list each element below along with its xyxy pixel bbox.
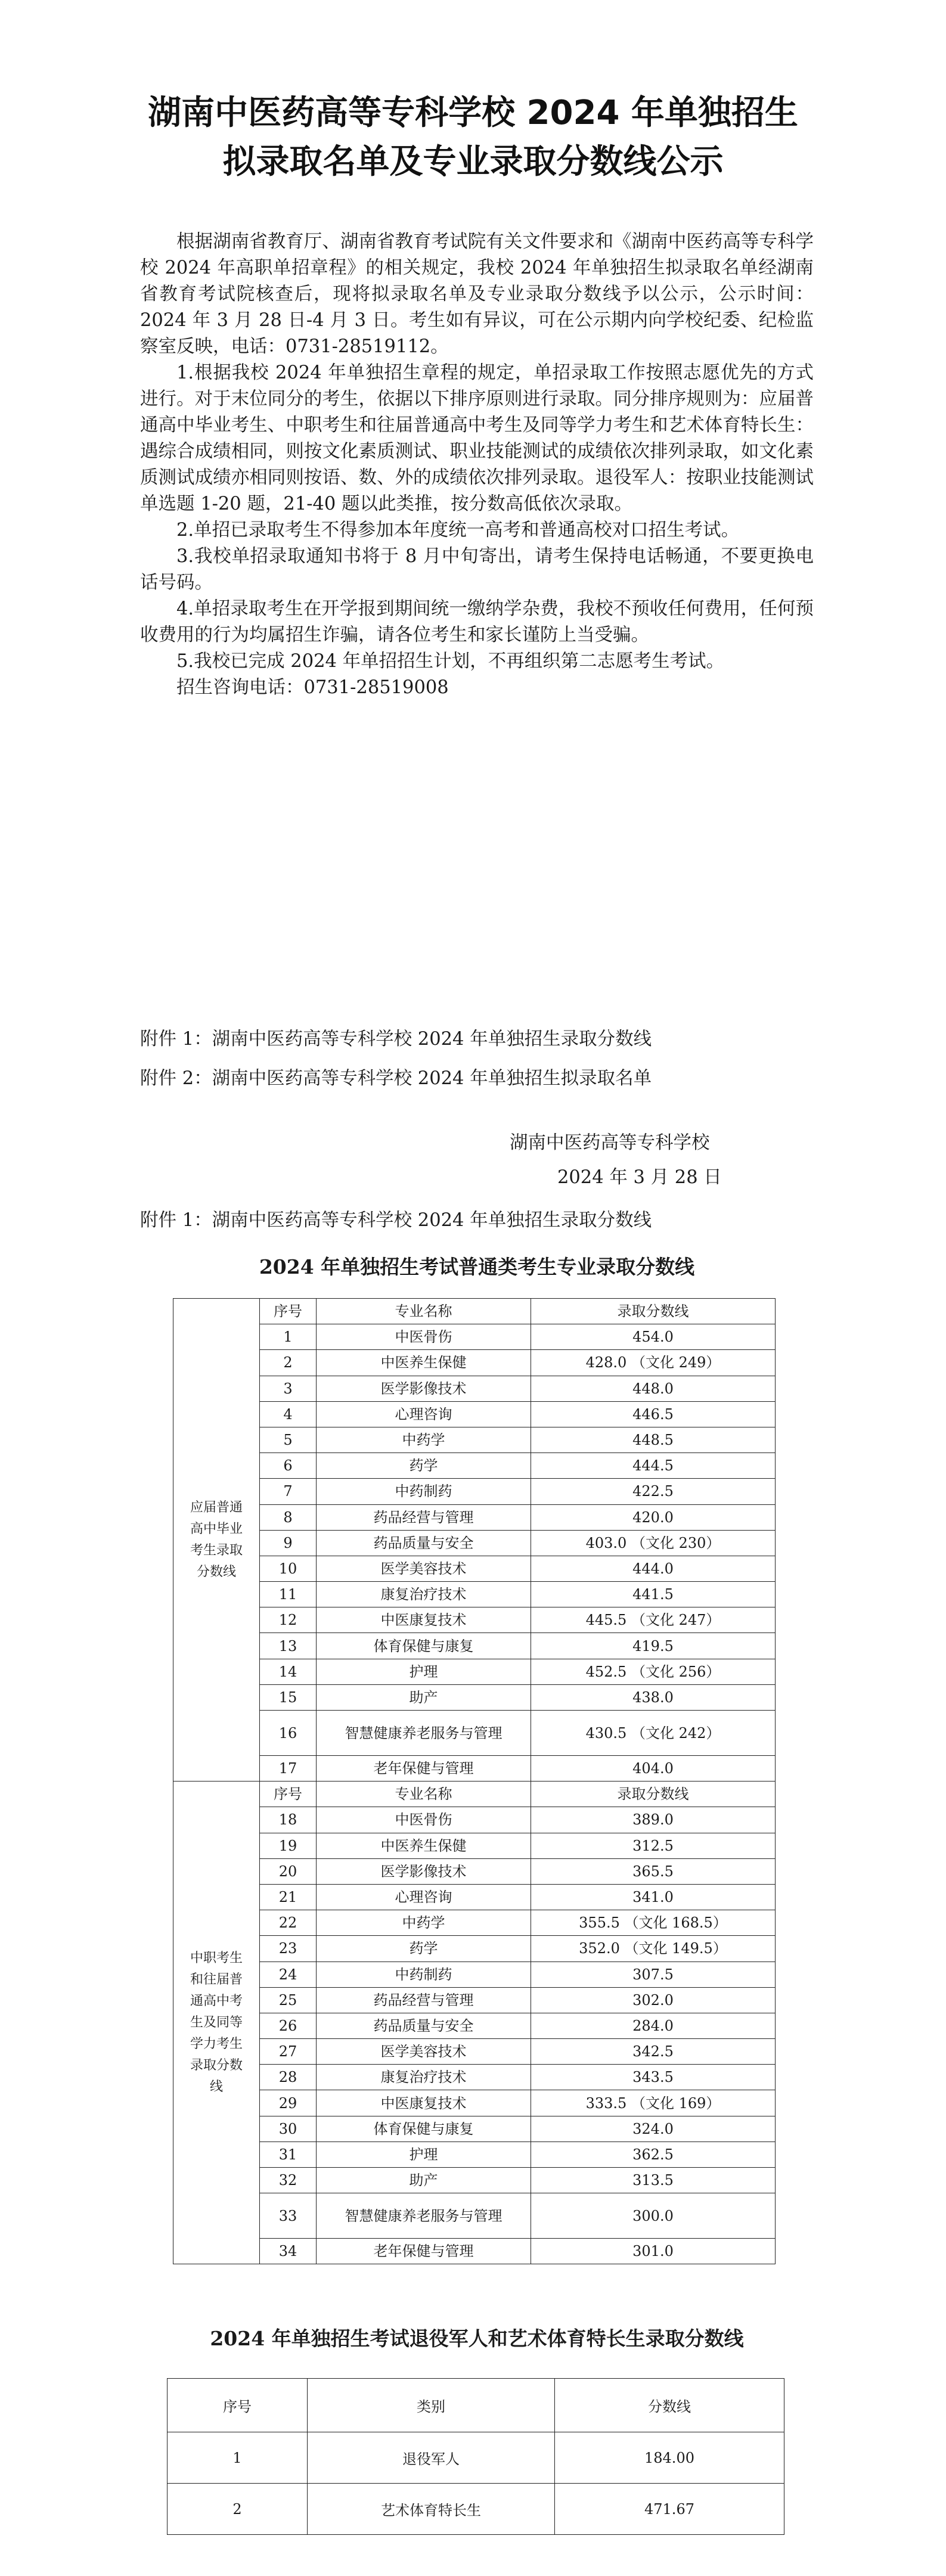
- row-number: 1: [260, 1324, 317, 1350]
- major-name: 中医骨伤: [317, 1324, 531, 1350]
- row-number: 34: [260, 2239, 317, 2264]
- column-header: 类别: [308, 2379, 555, 2432]
- cutoff-score: 284.0: [531, 2013, 776, 2038]
- cutoff-score: 419.5: [531, 1633, 776, 1659]
- cutoff-score: 446.5: [531, 1401, 776, 1427]
- cutoff-score: 441.5: [531, 1582, 776, 1607]
- special-category-score-table: [167, 2378, 784, 2535]
- cutoff-score: 352.0 （文化 149.5）: [531, 1936, 776, 1962]
- table-row: [168, 2484, 784, 2535]
- cutoff-score: 342.5: [531, 2039, 776, 2065]
- table-row: [173, 1962, 776, 1987]
- cutoff-score: 403.0 （文化 230）: [531, 1530, 776, 1556]
- major-name: 中药学: [317, 1910, 531, 1936]
- table-row: [173, 1427, 776, 1453]
- row-number: 10: [260, 1556, 317, 1581]
- major-name: 智慧健康养老服务与管理: [317, 2193, 531, 2239]
- table-row: [173, 1582, 776, 1607]
- table-row: [173, 1659, 776, 1684]
- cutoff-score: 312.5: [531, 1833, 776, 1858]
- cutoff-score: 184.00: [555, 2432, 784, 2484]
- table-row: [173, 1711, 776, 1756]
- announcement-body: [140, 229, 814, 701]
- major-name: 药学: [317, 1453, 531, 1479]
- row-number: 28: [260, 2065, 317, 2090]
- major-name: 中医养生保健: [317, 1350, 531, 1376]
- cutoff-score: 471.67: [555, 2484, 784, 2535]
- table-row: [173, 1807, 776, 1833]
- group-label: 应届普通高中毕业考生录取分数线: [173, 1299, 260, 1782]
- major-name: 中医康复技术: [317, 2090, 531, 2116]
- cutoff-score: 389.0: [531, 1807, 776, 1833]
- row-number: 32: [260, 2168, 317, 2193]
- column-header: 序号: [168, 2379, 308, 2432]
- row-number: 25: [260, 1987, 317, 2013]
- cutoff-score: 444.0: [531, 1556, 776, 1581]
- table-row: [173, 1530, 776, 1556]
- major-name: 医学美容技术: [317, 1556, 531, 1581]
- table-row: [173, 1987, 776, 2013]
- row-number: 21: [260, 1884, 317, 1910]
- column-header: 序号: [260, 1782, 317, 1807]
- row-number: 2: [168, 2484, 308, 2535]
- signature-org: 湖南中医药高等专科学校: [510, 1132, 710, 1153]
- major-name: 体育保健与康复: [317, 1633, 531, 1659]
- row-number: 29: [260, 2090, 317, 2116]
- column-header: 序号: [260, 1299, 317, 1324]
- cutoff-score: 302.0: [531, 1987, 776, 2013]
- row-number: 31: [260, 2142, 317, 2167]
- row-number: 5: [260, 1427, 317, 1453]
- row-number: 22: [260, 1910, 317, 1936]
- row-number: 7: [260, 1479, 317, 1504]
- row-number: 11: [260, 1582, 317, 1607]
- major-name: 药品质量与安全: [317, 2013, 531, 2038]
- paragraph-rule-4: 4.单招录取考生在开学报到期间统一缴纳学杂费，我校不预收任何费用，任何预收费用的行为均属招生诈骗，请各位考生和家长谨防上当受骗。: [140, 598, 814, 645]
- table-row: [173, 1756, 776, 1782]
- major-name: 康复治疗技术: [317, 1582, 531, 1607]
- paragraph-rule-1: 1.根据我校 2024 年单独招生章程的规定，单招录取工作按照志愿优先的方式进行。对于末位同分的考生，依据以下排序原则进行录取。同分排序规则为：应届普通高中毕业考生、中职考生和往届普通高中考生及同等学力考生和艺术体育特长生：遇综合成绩相同，则按文化素质测试、职业技能测试的成绩依次排列录取，如文化素质测试成绩亦相同则按语、数、外的成绩依次排列录取。退役军人：按职业技能测试单选题 1-20 题，21-40 题以此类推，按分数高低依次录取。: [140, 362, 814, 514]
- row-number: 30: [260, 2116, 317, 2142]
- major-name: 中医康复技术: [317, 1607, 531, 1633]
- column-header: 录取分数线: [531, 1299, 776, 1324]
- major-name: 体育保健与康复: [317, 2116, 531, 2142]
- cutoff-score: 404.0: [531, 1756, 776, 1782]
- row-number: 14: [260, 1659, 317, 1684]
- cutoff-score: 343.5: [531, 2065, 776, 2090]
- major-name: 老年保健与管理: [317, 1756, 531, 1782]
- attachment-1-heading: 附件 1：湖南中医药高等专科学校 2024 年单独招生录取分数线: [140, 1210, 652, 1231]
- cutoff-score: 355.5 （文化 168.5）: [531, 1910, 776, 1936]
- table-row: [173, 1401, 776, 1427]
- row-number: 1: [168, 2432, 308, 2484]
- table-header-row: [173, 1299, 776, 1324]
- major-name: 医学美容技术: [317, 2039, 531, 2065]
- major-name: 中药学: [317, 1427, 531, 1453]
- table-row: [173, 1833, 776, 1858]
- row-number: 17: [260, 1756, 317, 1782]
- row-number: 33: [260, 2193, 317, 2239]
- table-row: [173, 1884, 776, 1910]
- cutoff-score: 307.5: [531, 1962, 776, 1987]
- admission-score-table: [173, 1298, 776, 2264]
- cutoff-score: 444.5: [531, 1453, 776, 1479]
- paragraph-rule-5: 5.我校已完成 2024 年单招招生计划，不再组织第二志愿考生考试。: [176, 651, 725, 672]
- cutoff-score: 333.5 （文化 169）: [531, 2090, 776, 2116]
- row-number: 8: [260, 1504, 317, 1530]
- table-row: [173, 1607, 776, 1633]
- major-name: 药品质量与安全: [317, 1530, 531, 1556]
- major-name: 护理: [317, 1659, 531, 1684]
- cutoff-score: 454.0: [531, 1324, 776, 1350]
- cutoff-score: 438.0: [531, 1684, 776, 1710]
- table-1-title: 2024 年单独招生考试普通类考生专业录取分数线: [259, 1255, 695, 1278]
- table-row: [173, 1556, 776, 1581]
- row-number: 12: [260, 1607, 317, 1633]
- column-header: 专业名称: [317, 1299, 531, 1324]
- table-row: [173, 2090, 776, 2116]
- cutoff-score: 362.5: [531, 2142, 776, 2167]
- cutoff-score: 430.5 （文化 242）: [531, 1711, 776, 1756]
- major-name: 中医养生保健: [317, 1833, 531, 1858]
- paragraph-rule-2: 2.单招已录取考生不得参加本年度统一高考和普通高校对口招生考试。: [176, 520, 740, 541]
- table-header-row: [173, 1782, 776, 1807]
- table-row: [173, 2039, 776, 2065]
- major-name: 护理: [317, 2142, 531, 2167]
- cutoff-score: 445.5 （文化 247）: [531, 1607, 776, 1633]
- table-row: [173, 2193, 776, 2239]
- table-row: [173, 1479, 776, 1504]
- major-name: 智慧健康养老服务与管理: [317, 1711, 531, 1756]
- cutoff-score: 420.0: [531, 1504, 776, 1530]
- cutoff-score: 324.0: [531, 2116, 776, 2142]
- cutoff-score: 341.0: [531, 1884, 776, 1910]
- major-name: 助产: [317, 1684, 531, 1710]
- row-number: 20: [260, 1858, 317, 1884]
- document-title-line-1: 湖南中医药高等专科学校 2024 年单独招生: [148, 94, 798, 132]
- table-row: [173, 1684, 776, 1710]
- row-number: 18: [260, 1807, 317, 1833]
- table-row: [173, 1350, 776, 1376]
- major-name: 药品经营与管理: [317, 1987, 531, 2013]
- paragraph-intro: 根据湖南省教育厅、湖南省教育考试院有关文件要求和《湖南中医药高等专科学校 2024 年高职单招章程》的相关规定，我校 2024 年单独招生拟录取名单经湖南省教育考试院核查后，现将拟录取名单及专业录取分数线予以公示，公示时间：2024 年 3 月 28 日-4 月 3 日。考生如有异议，可在公示期内向学校纪委、纪检监察室反映，电话：0731-28519112。: [140, 231, 814, 357]
- major-name: 医学影像技术: [317, 1376, 531, 1401]
- table-row: [173, 2065, 776, 2090]
- row-number: 9: [260, 1530, 317, 1556]
- row-number: 26: [260, 2013, 317, 2038]
- major-name: 康复治疗技术: [317, 2065, 531, 2090]
- row-number: 27: [260, 2039, 317, 2065]
- major-name: 心理咨询: [317, 1884, 531, 1910]
- table-row: [173, 2168, 776, 2193]
- document-title-line-2: 拟录取名单及专业录取分数线公示: [222, 142, 724, 181]
- cutoff-score: 301.0: [531, 2239, 776, 2264]
- category-name: 艺术体育特长生: [308, 2484, 555, 2535]
- table-row: [173, 1633, 776, 1659]
- column-header: 专业名称: [317, 1782, 531, 1807]
- cutoff-score: 452.5 （文化 256）: [531, 1659, 776, 1684]
- major-name: 药品经营与管理: [317, 1504, 531, 1530]
- row-number: 16: [260, 1711, 317, 1756]
- major-name: 药学: [317, 1936, 531, 1962]
- table-row: [173, 2142, 776, 2167]
- major-name: 中药制药: [317, 1962, 531, 1987]
- cutoff-score: 300.0: [531, 2193, 776, 2239]
- table-header-row: [168, 2379, 784, 2432]
- table-row: [173, 1504, 776, 1530]
- paragraph-hotline: 招生咨询电话：0731-28519008: [176, 677, 449, 698]
- attachment-1-link: 附件 1：湖南中医药高等专科学校 2024 年单独招生录取分数线: [140, 1029, 652, 1050]
- major-name: 心理咨询: [317, 1401, 531, 1427]
- column-header: 录取分数线: [531, 1782, 776, 1807]
- paragraph-rule-3: 3.我校单招录取通知书将于 8 月中旬寄出，请考生保持电话畅通，不要更换电话号码。: [140, 546, 814, 593]
- cutoff-score: 313.5: [531, 2168, 776, 2193]
- row-number: 4: [260, 1401, 317, 1427]
- table-2-title: 2024 年单独招生考试退役军人和艺术体育特长生录取分数线: [210, 2327, 744, 2350]
- category-name: 退役军人: [308, 2432, 555, 2484]
- cutoff-score: 448.0: [531, 1376, 776, 1401]
- cutoff-score: 422.5: [531, 1479, 776, 1504]
- major-name: 医学影像技术: [317, 1858, 531, 1884]
- table-row: [173, 1324, 776, 1350]
- table-row: [168, 2432, 784, 2484]
- row-number: 15: [260, 1684, 317, 1710]
- table-row: [173, 1376, 776, 1401]
- major-name: 助产: [317, 2168, 531, 2193]
- table-row: [173, 1910, 776, 1936]
- row-number: 6: [260, 1453, 317, 1479]
- row-number: 24: [260, 1962, 317, 1987]
- row-number: 13: [260, 1633, 317, 1659]
- cutoff-score: 365.5: [531, 1858, 776, 1884]
- group-label: 中职考生和往届普通高中考生及同等学力考生录取分数线: [173, 1782, 260, 2264]
- table-row: [173, 2239, 776, 2264]
- cutoff-score: 428.0 （文化 249）: [531, 1350, 776, 1376]
- table-row: [173, 2116, 776, 2142]
- major-name: 中医骨伤: [317, 1807, 531, 1833]
- row-number: 3: [260, 1376, 317, 1401]
- row-number: 23: [260, 1936, 317, 1962]
- column-header: 分数线: [555, 2379, 784, 2432]
- major-name: 中药制药: [317, 1479, 531, 1504]
- table-row: [173, 1936, 776, 1962]
- row-number: 2: [260, 1350, 317, 1376]
- table-row: [173, 1453, 776, 1479]
- attachment-2-link: 附件 2：湖南中医药高等专科学校 2024 年单独招生拟录取名单: [140, 1068, 652, 1089]
- signature-date: 2024 年 3 月 28 日: [557, 1167, 722, 1188]
- row-number: 19: [260, 1833, 317, 1858]
- table-row: [173, 2013, 776, 2038]
- table-row: [173, 1858, 776, 1884]
- cutoff-score: 448.5: [531, 1427, 776, 1453]
- major-name: 老年保健与管理: [317, 2239, 531, 2264]
